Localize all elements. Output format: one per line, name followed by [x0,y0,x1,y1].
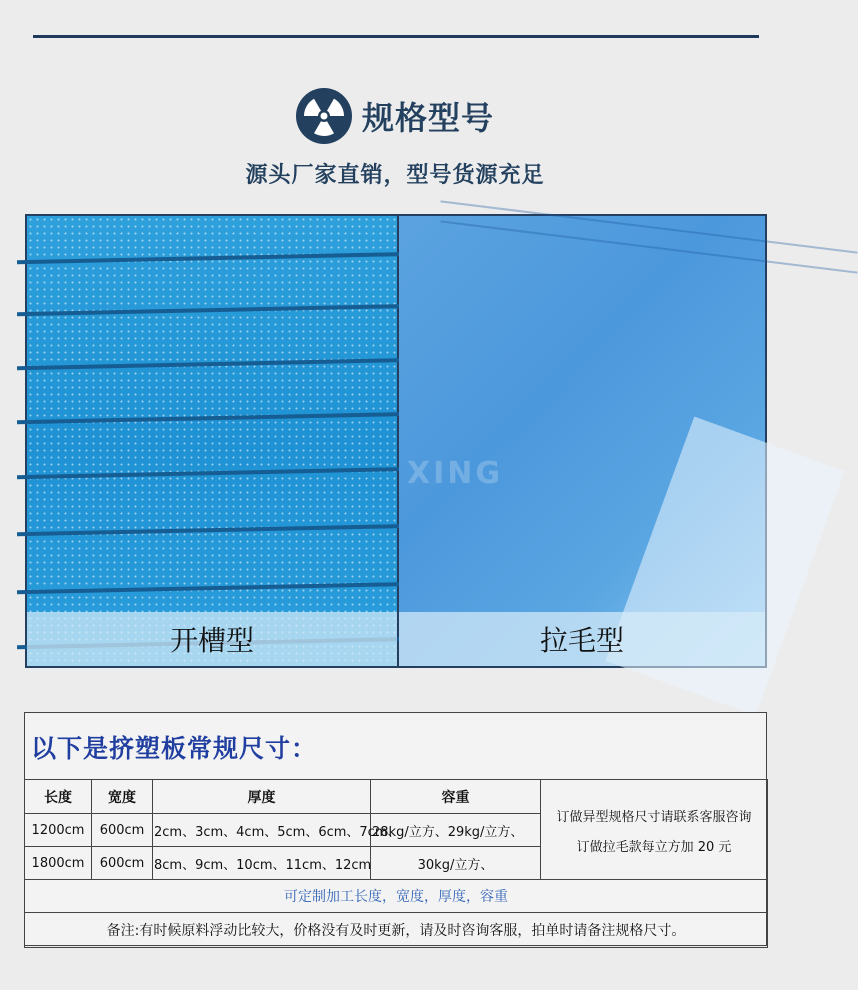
textured-caption: 拉毛型 [399,612,765,666]
textured-board-photo [399,216,765,666]
groove-line [17,304,417,316]
product-photos [25,214,767,668]
cell-width: 600cm [92,847,153,880]
custom-processing-note: 可定制加工长度，宽度，厚度，容重 [25,880,768,913]
cell-thickness: 2cm、3cm、4cm、5cm、6cm、7cm、 [153,814,371,847]
header-thickness: 厚度 [153,780,371,814]
header-length: 长度 [25,780,92,814]
cell-length: 1200cm [25,814,92,847]
title-row [0,88,790,144]
groove-line [17,252,417,264]
cell-density: 28kg/立方、29kg/立方、 [371,814,541,847]
header-width: 宽度 [92,780,153,814]
specs-title: 以下是挤塑板常规尺寸： [31,734,318,763]
side-note-custom-shape: 订做异型规格尺寸请联系客服咨询 [556,809,752,825]
side-note-textured-fee: 订做拉毛款每立方加 20 元 [576,839,732,855]
top-divider [33,35,759,38]
watermark: XING [407,456,504,491]
remark-note: 备注:有时候原料浮动比较大，价格没有及时更新，请及时咨询客服，拍单时请备注规格尺寸。 [25,913,768,948]
cell-density: 30kg/立方、 [371,847,541,880]
side-notes [541,780,768,880]
specs-panel [24,712,767,946]
remark-row [25,913,768,948]
page-title: 规格型号 [361,99,494,137]
cell-length: 1800cm [25,847,92,880]
custom-row [25,880,768,913]
groove-line [17,582,417,594]
section-header [0,88,790,189]
table-header-row [25,780,768,814]
groove-line [17,524,417,536]
page-subtitle: 源头厂家直销，型号货源充足 [245,163,545,188]
groove-line [17,358,417,370]
grooved-caption: 开槽型 [27,612,397,666]
cell-thickness: 8cm、9cm、10cm、11cm、12cm [153,847,371,880]
specs-table [24,779,768,948]
header-density: 容重 [371,780,541,814]
groove-line [17,412,417,424]
groove-line [17,467,417,479]
surface-streak [440,220,857,273]
radiation-icon [296,88,352,144]
cell-width: 600cm [92,814,153,847]
grooved-board-photo [27,216,397,666]
light-glare [605,416,844,715]
